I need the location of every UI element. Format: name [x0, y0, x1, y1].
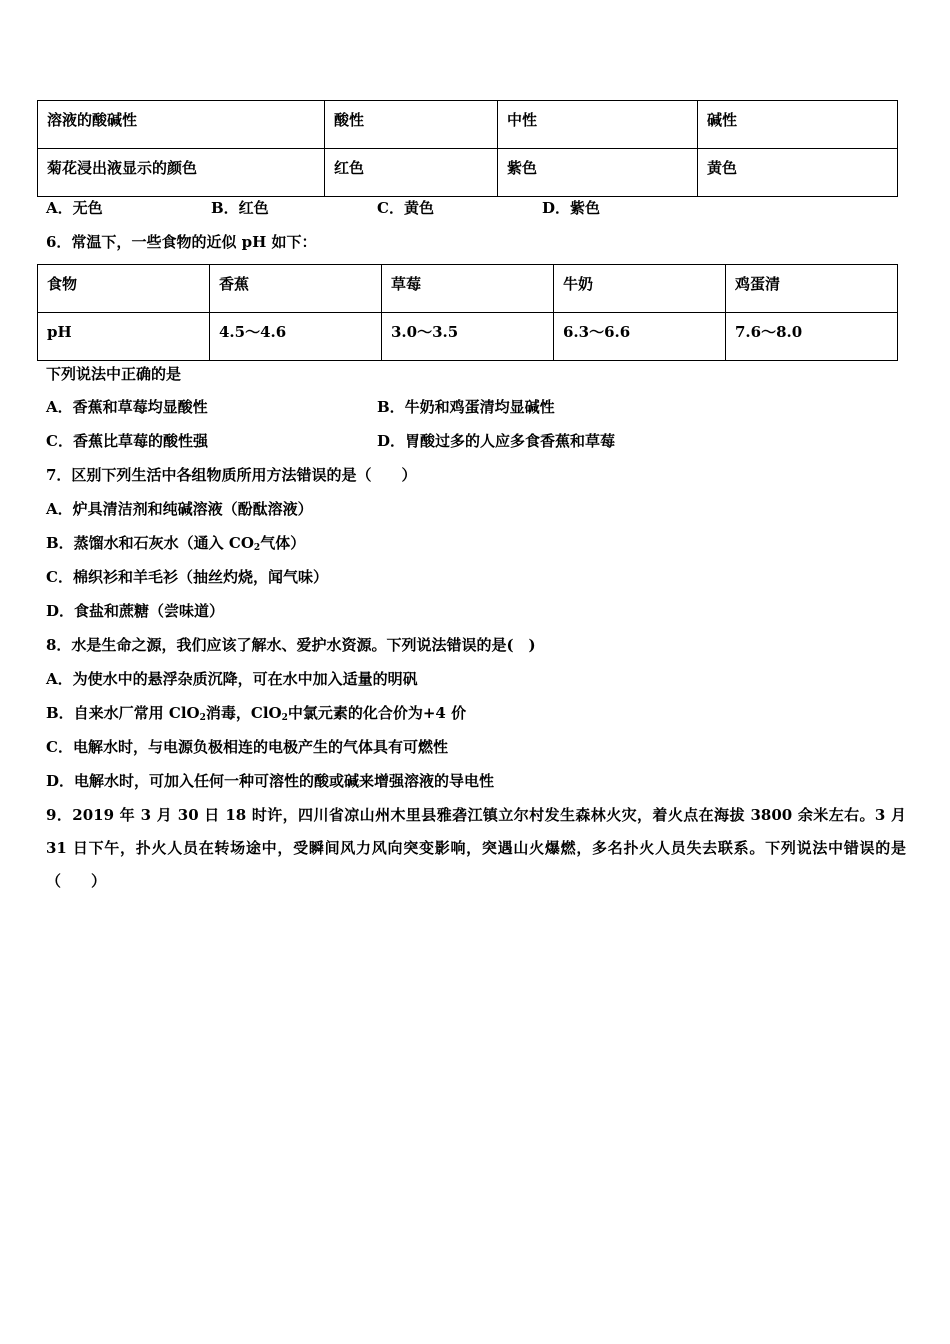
table-cell: 食物	[38, 265, 210, 313]
table-cell: 4.5～4.6	[210, 313, 382, 361]
table-row	[38, 101, 898, 149]
table-cell: 鸡蛋清	[726, 265, 898, 313]
table-cell: 7.6～8.0	[726, 313, 898, 361]
q7-option-b-text: B．蒸馏水和石灰水（通入 CO	[46, 534, 254, 552]
table-cell: 溶液的酸碱性	[38, 101, 325, 149]
table-cell: 中性	[498, 101, 698, 149]
q8-option-b-text: B．自来水厂常用 ClO	[46, 704, 200, 722]
q5-option-d: D．紫色	[542, 199, 601, 217]
q5-option-c: C．黄色	[377, 199, 434, 217]
table-row	[38, 149, 898, 197]
subscript: 2	[281, 713, 288, 723]
q7-option-a: A．炉具清洁剂和纯碱溶液（酚酞溶液）	[46, 500, 313, 518]
table-cell: 红色	[325, 149, 498, 197]
q7-option-b	[46, 533, 305, 558]
table-cell: 黄色	[698, 149, 898, 197]
table-row	[38, 265, 898, 313]
q9-stem: 9．2019 年 3 月 30 日 18 时许，四川省凉山州木里县雅砻江镇立尔村发生森林火灾，着火点在海拔 3800 余米左右。3 月 31 日下午，扑火人员在转场途中，受瞬间风力风向突变影响，突遇山火爆燃，多名扑火人员失去联系。下列说法中错误的是（ ）	[46, 806, 906, 890]
q6-option-d: D．胃酸过多的人应多食香蕉和草莓	[377, 432, 616, 450]
table-cell: 牛奶	[554, 265, 726, 313]
q6-option-b: B．牛奶和鸡蛋清均显碱性	[377, 398, 555, 416]
q8-option-c: C．电解水时，与电源负极相连的电极产生的气体具有可燃性	[46, 738, 448, 756]
q8-option-d: D．电解水时，可加入任何一种可溶性的酸或碱来增强溶液的导电性	[46, 772, 495, 790]
indicator-color-table	[37, 100, 898, 197]
q6-stem: 6．常温下，一些食物的近似 pH 如下：	[46, 233, 317, 251]
q8-option-b	[46, 703, 466, 728]
subscript: 2	[199, 713, 206, 723]
table-cell: 草莓	[382, 265, 554, 313]
table-row	[38, 313, 898, 361]
table-cell: 香蕉	[210, 265, 382, 313]
q7-stem: 7．区别下列生活中各组物质所用方法错误的是（ ）	[46, 466, 417, 484]
q8-stem: 8．水是生命之源，我们应该了解水、爱护水资源。下列说法错误的是( )	[46, 636, 536, 654]
q8-option-a: A．为使水中的悬浮杂质沉降，可在水中加入适量的明矾	[46, 670, 418, 688]
table-cell: 3.0～3.5	[382, 313, 554, 361]
q6-option-a: A．香蕉和草莓均显酸性	[46, 398, 208, 416]
q7-option-c: C．棉织衫和羊毛衫（抽丝灼烧，闻气味）	[46, 568, 328, 586]
q7-option-d: D．食盐和蔗糖（尝味道）	[46, 602, 225, 620]
table-cell: 紫色	[498, 149, 698, 197]
table-cell: 菊花浸出液显示的颜色	[38, 149, 325, 197]
subscript: 2	[253, 543, 261, 553]
table-cell: 酸性	[325, 101, 498, 149]
q8-option-b-text-end: 中氯元素的化合价为+4 价	[287, 704, 467, 722]
q6-option-c: C．香蕉比草莓的酸性强	[46, 432, 208, 450]
q6-prompt: 下列说法中正确的是	[46, 365, 182, 383]
q5-option-b: B．红色	[211, 199, 269, 217]
food-ph-table	[37, 264, 898, 361]
table-cell: 碱性	[698, 101, 898, 149]
table-cell: 6.3～6.6	[554, 313, 726, 361]
q7-option-b-text-end: 气体）	[260, 534, 306, 552]
q8-option-b-text-mid: 消毒，ClO	[205, 704, 282, 722]
table-cell: pH	[38, 313, 210, 361]
q5-option-a: A．无色	[46, 199, 103, 217]
